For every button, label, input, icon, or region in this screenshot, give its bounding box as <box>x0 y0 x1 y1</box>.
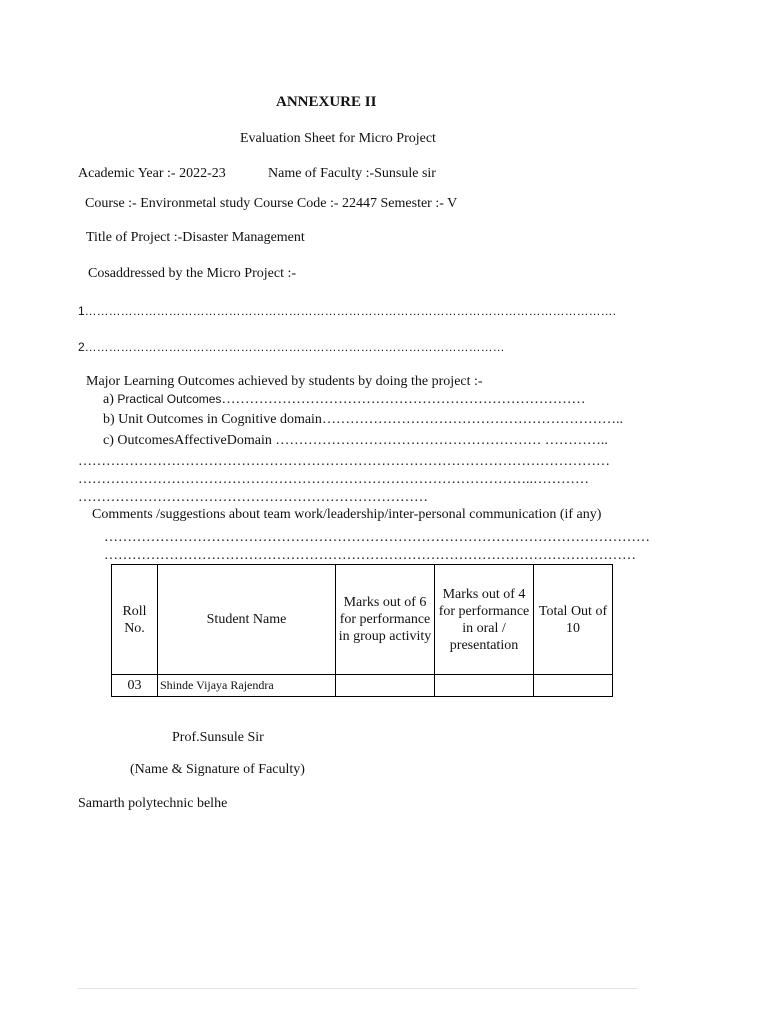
page-divider <box>78 988 638 989</box>
header-student-name: Student Name <box>158 565 336 675</box>
page-subtitle: Evaluation Sheet for Micro Project <box>240 131 436 146</box>
faculty-name: Name of Faculty :-Sunsule sir <box>268 166 436 181</box>
outcomes-heading: Major Learning Outcomes achieved by students by doing the project :- <box>86 374 483 389</box>
cos-addressed: Cosaddressed by the Micro Project :- <box>88 266 297 281</box>
academic-year: Academic Year :- 2022-23 <box>78 166 226 181</box>
co-line-1: 1……………………………………………………………………………………………………………………. <box>78 304 617 318</box>
table-row <box>112 675 613 697</box>
outcome-a-text: Practical Outcomes <box>117 392 222 406</box>
evaluation-table <box>111 564 613 697</box>
course-info: Course :- Environmetal study Course Code :- 22447 Semester :- V <box>85 196 458 211</box>
outcome-dots-1: …………………………………………………………………………………………………… <box>78 454 610 469</box>
outcome-a-dots: …………………………………………………………………… <box>221 392 586 407</box>
comments-dots-1: ……………………………………………………………………………………………………… <box>104 530 650 545</box>
outcome-b-dots: ……………………………………………………….. <box>321 412 623 427</box>
outcome-b-label: b) <box>103 412 115 427</box>
header-total: Total Out of 10 <box>534 565 613 675</box>
outcome-c-dots: ………………………………………………… ………….. <box>275 433 608 448</box>
outcome-dots-2: ……………………………………………………………………………………..………… <box>78 472 589 487</box>
header-roll-no: Roll No. <box>112 565 158 675</box>
co-line-2: 2…………………………………………………………………………………………… <box>78 340 505 354</box>
comments-heading: Comments /suggestions about team work/leadership/inter-personal communication (if any) <box>92 507 602 522</box>
page-title: ANNEXURE II <box>276 94 377 110</box>
outcome-b <box>103 412 623 428</box>
cell-student-name: Shinde Vijaya Rajendra <box>158 675 336 697</box>
comments-dots-2: …………………………………………………………………………………………………… <box>104 548 636 563</box>
signature-caption: (Name & Signature of Faculty) <box>130 762 305 777</box>
outcome-a <box>103 392 585 408</box>
project-title: Title of Project :-Disaster Management <box>86 230 305 245</box>
outcome-b-text: Unit Outcomes in Cognitive domain <box>118 412 322 427</box>
cell-roll-no: 03 <box>112 675 158 697</box>
cell-oral-marks <box>435 675 534 697</box>
outcome-c <box>103 433 608 449</box>
faculty-signature-name: Prof.Sunsule Sir <box>172 730 264 745</box>
institute-name: Samarth polytechnic belhe <box>78 796 228 811</box>
cell-total <box>534 675 613 697</box>
outcome-a-label: a) <box>103 392 114 407</box>
outcome-c-text: OutcomesAffectiveDomain <box>117 433 272 448</box>
outcome-c-label: c) <box>103 433 114 448</box>
table-header-row <box>112 565 613 675</box>
cell-group-marks <box>336 675 435 697</box>
outcome-dots-3: ………………………………………………………………… <box>78 490 428 505</box>
header-group-marks: Marks out of 6 for performance in group activity <box>336 565 435 675</box>
header-oral-marks: Marks out of 4 for performance in oral / presentation <box>435 565 534 675</box>
